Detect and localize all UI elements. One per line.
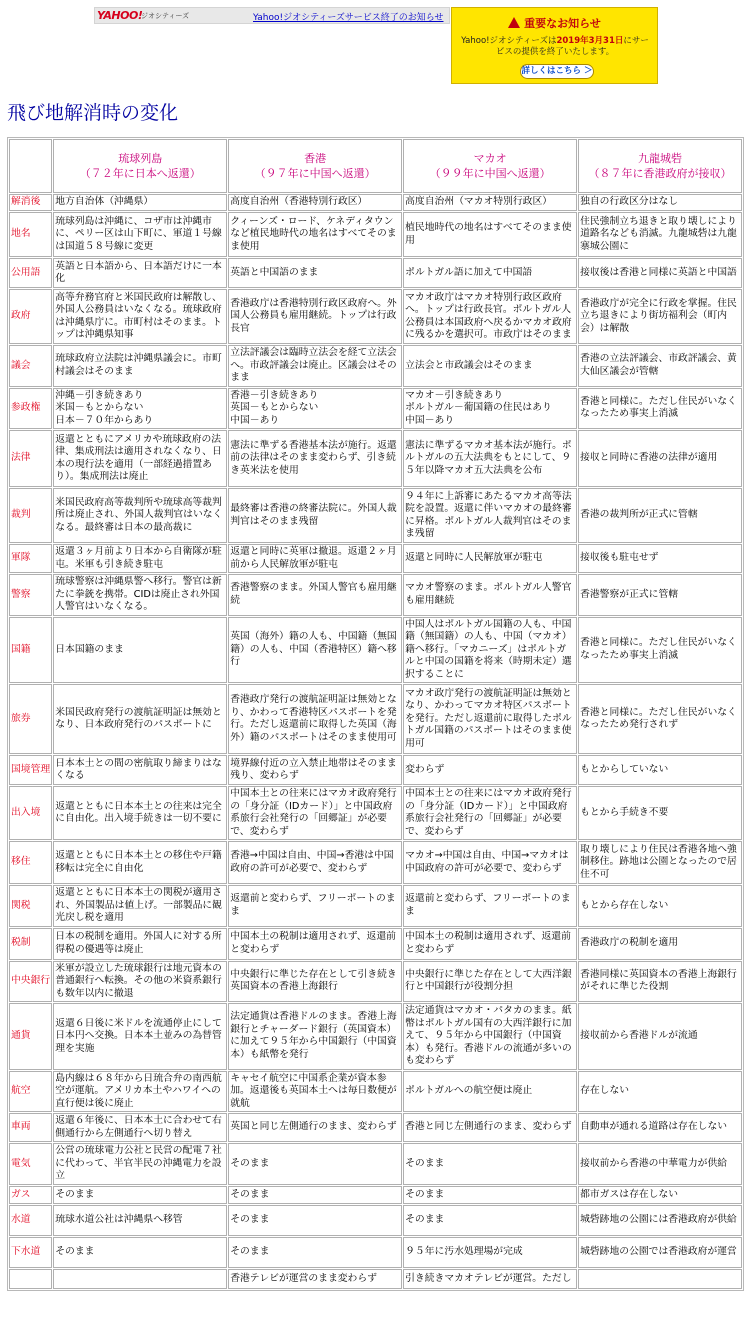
warning-icon [508,17,520,28]
row-category: 車両 [9,1113,52,1142]
row-category: 関税 [9,885,52,927]
table-cell: 英国（海外）籍の人も、中国籍（無国籍）の人も、中国（香港特区）籍へ移行 [228,617,402,684]
table-cell: 香港と同様に。ただし住民がいなくなったため事実上消滅 [578,617,742,684]
table-cell: 返還前と変わらず、フリーポートのまま [228,885,402,927]
table-cell: 香港テレビが運営のまま変わらず [228,1269,402,1289]
table-cell: 地方自治体（沖縄県） [53,194,227,211]
row-category: 出入境 [9,786,52,840]
table-cell: 返還とともに日本本土との移住や戸籍移転は完全に自由化 [53,841,227,884]
table-cell: ９５年に汚水処理場が完成 [403,1237,577,1268]
table-row [9,212,742,257]
table-cell: 返還６日後に米ドルを流通停止にして日本円へ交換。日本本土並みの為替管理を実施 [53,1003,227,1070]
table-row [9,786,742,840]
table-cell: 住民強制立ち退きと取り壊しにより道路名なども消滅。九龍城砦は九龍寨城公園に [578,212,742,257]
table-row [9,488,742,543]
table-row [9,961,742,1003]
table-cell: マカオ政庁はマカオ特別行政区政府へ。トップは行政長官。ポルトガル人公務員は本国政府へ戻るかマカオ政府に残るかを選択可。市政庁はそのまま [403,289,577,344]
table-cell: そのまま [403,1205,577,1236]
table-cell: 日本国籍のまま [53,617,227,684]
notice-text: Yahoo!ジオシティーズは2019年3月31日にサービスの提供を終了いたします。 [461,36,649,57]
table-cell: ポルトガル語に加えて中国語 [403,258,577,288]
table-cell: 都市ガスは存在しない [578,1186,742,1204]
table-row [9,258,742,288]
table-cell: 公営の琉球電力公社と民営の配電７社に代わって、半官半民の沖縄電力を設立 [53,1143,227,1185]
geocities-logo-text: ジオシティーズ [141,12,190,20]
table-cell [53,1269,227,1289]
table-cell: 返還６年後に、日本本土に合わせて右側通行から左側通行へ切り替え [53,1113,227,1142]
table-cell: 香港政庁の税制を適用 [578,928,742,960]
table-cell: そのまま [228,1143,402,1185]
table-cell: 香港－引き続きあり 英国－もとからない 中国－あり [228,388,402,430]
table-cell: 琉球政府立法院は沖縄県議会に。市町村議会はそのまま [53,345,227,387]
row-category: 軍隊 [9,544,52,573]
table-cell: 英国と同じ左側通行のまま、変わらず [228,1113,402,1142]
table-cell: 中国人はポルトガル国籍の人も、中国籍（無国籍）の人も、中国（マカオ）籍へ移行。「マカニーズ」はポルトガルと中国の国籍を将来（時期未定）選択することに [403,617,577,684]
table-cell: そのまま [403,1186,577,1204]
table-cell: 香港同様に英国資本の香港上海銀行がそれに準じた役割 [578,961,742,1003]
table-row [9,1113,742,1142]
table-cell: そのまま [228,1186,402,1204]
table-cell: 中国本土との往来にはマカオ政府発行の「身分証（IDカード）」と中国政府系旅行会社発行の「回郷証」が必要で、変わらず [228,786,402,840]
row-category: 航空 [9,1071,52,1113]
table-header-row [9,139,742,193]
table-cell: 高度自治州（マカオ特別行政区） [403,194,577,211]
table-cell: ９４年に上訴審にあたるマカオ高等法院を設置。返還に伴いマカオの最終審に昇格。ポルトガル人裁判官はそのまま残留 [403,488,577,543]
table-cell: マカオ→中国は自由、中国→マカオは中国政府の許可が必要で、変わらず [403,841,577,884]
notice-date: 2019年3月31日 [556,36,624,46]
table-cell: 香港→中国は自由、中国→香港は中国政府の許可が必要で、変わらず [228,841,402,884]
table-cell: 接収後は香港と同様に英語と中国語 [578,258,742,288]
table-cell: 最終審は香港の終審法院に。外国人裁判官はそのまま残留 [228,488,402,543]
table-cell: 城砦跡地の公園には香港政府が供給 [578,1205,742,1236]
table-cell [578,1269,742,1289]
table-cell: 変わらず [403,755,577,785]
table-cell: 米国民政府高等裁判所や琉球高等裁判所は廃止され、外国人裁判官はいなくなる。最終審は日本の最高裁に [53,488,227,543]
table-row [9,1071,742,1113]
geocities-banner[interactable] [94,7,450,24]
table-cell: 返還と同時に人民解放軍が駐屯 [403,544,577,573]
table-cell: 香港政庁が完全に行政を掌握。住民立ち退きにより街坊福利会（町内会）は解散 [578,289,742,344]
table-cell: 返還とともに日本本土との往来は完全に自由化。出入境手続きは一切不要に [53,786,227,840]
table-cell: 返還前と変わらず、フリーポートのまま [403,885,577,927]
row-category: 警察 [9,574,52,616]
service-end-notice-link[interactable]: Yahoo!ジオシティーズサービス終了のお知らせ [253,13,444,23]
page-title: 飛び地解消時の変化 [7,102,179,124]
table-cell: 接収と同時に香港の法律が適用 [578,430,742,487]
row-category: 電気 [9,1143,52,1185]
table-row [9,345,742,387]
table-cell: 琉球警察は沖縄県警へ移行。警官は新たに拳銃を携帯。CIDは廃止され外国人警官はいなくなる。 [53,574,227,616]
table-cell: マカオ警察のまま。ポルトガル人警官も雇用継続 [403,574,577,616]
column-header: マカオ （９９年に中国へ返還） [403,139,577,193]
table-row [9,430,742,487]
row-category: 解消後 [9,194,52,211]
table-cell: 中国本土の税制は適用されず、返還前と変わらず [228,928,402,960]
column-header: 香港 （９７年に中国へ返還） [228,139,402,193]
table-cell: 香港警察が正式に管轄 [578,574,742,616]
table-cell: 香港政庁は香港特別行政区政府へ。外国人公務員も雇用継続。トップは行政長官 [228,289,402,344]
table-cell: 中央銀行に準じた存在として大西洋銀行と中国銀行が役割分担 [403,961,577,1003]
row-category: 地名 [9,212,52,257]
table-cell: 香港と同様に。ただし住民がいなくなったため事実上消滅 [578,388,742,430]
table-cell: 香港の裁判所が正式に管轄 [578,488,742,543]
table-cell: 憲法に準ずる香港基本法が施行。返還前の法律はそのまま変わらず、引き続き英米法を使用 [228,430,402,487]
details-button[interactable]: 詳しくはこちら ＞ [520,64,594,79]
table-row [9,1205,742,1236]
table-cell: そのまま [53,1186,227,1204]
table-cell: 英語と日本語から、日本語だけに一本化 [53,258,227,288]
row-category: 議会 [9,345,52,387]
table-cell: 法定通貨は香港ドルのまま。香港上海銀行とチャーダード銀行（英国資本）に加えて９５年から中国銀行（中国資本）も紙幣を発行 [228,1003,402,1070]
row-category: 公用語 [9,258,52,288]
table-row [9,544,742,573]
row-category: 下水道 [9,1237,52,1268]
table-row [9,841,742,884]
table-cell: 英語と中国語のまま [228,258,402,288]
table-cell: キャセイ航空に中国系企業が資本参加。返還後も英国本土へは毎日数便が就航 [228,1071,402,1113]
column-header: 琉球列島 （７２年に日本へ返還） [53,139,227,193]
table-cell: 香港警察のまま。外国人警官も雇用継続 [228,574,402,616]
table-cell: 米軍が設立した琉球銀行は地元資本の普通銀行へ転換。その他の米資系銀行も数年以内に撤退 [53,961,227,1003]
table-row [9,617,742,684]
table-cell: 高等弁務官府と米国民政府は解散し、外国人公務員はいなくなる。琉球政府は沖縄県庁に。市町村はそのまま。トップは沖縄県知事 [53,289,227,344]
table-row [9,1143,742,1185]
table-cell: 取り壊しにより住民は香港各地へ強制移住。跡地は公園となったので居住不可 [578,841,742,884]
row-category: 参政権 [9,388,52,430]
row-category: 法律 [9,430,52,487]
table-cell: もとからしていない [578,755,742,785]
table-cell: そのまま [228,1237,402,1268]
row-category: 移住 [9,841,52,884]
table-row [9,885,742,927]
table-cell: 存在しない [578,1071,742,1113]
table-cell: 引き続きマカオテレビが運営。ただし [403,1269,577,1289]
table-cell: 独自の行政区分はなし [578,194,742,211]
table-cell: 城砦跡地の公園では香港政府が運営 [578,1237,742,1268]
yahoo-logo[interactable]: YAHOO! [97,9,143,22]
table-cell: 接収前から香港ドルが流通 [578,1003,742,1070]
table-row [9,289,742,344]
table-cell: 返還とともに日本本土の関税が適用され、外国製品は値上げ。一部製品に観光戻し税を適用 [53,885,227,927]
table-cell: 中国本土との往来にはマカオ政府発行の「身分証（IDカード）」と中国政府系旅行会社発行の「回郷証」が必要で、変わらず [403,786,577,840]
table-row [9,1269,742,1289]
row-category: 税制 [9,928,52,960]
table-row [9,388,742,430]
table-cell: 日本の税制を適用。外国人に対する所得税の優遇等は廃止 [53,928,227,960]
column-header: 九龍城砦 （８７年に香港政府が接収） [578,139,742,193]
table-cell: 憲法に準ずるマカオ基本法が施行。ポルトガルの五大法典をもとにして、９５年以降マカオ五大法典を公布 [403,430,577,487]
table-cell: 返還とともにアメリカや琉球政府の法律、集成刑法は適用されなくなり、日本の現行法を適用（一部経過措置あり）。集成刑法は廃止 [53,430,227,487]
table-cell: マカオ政庁発行の渡航証明証は無効となり、かわってマカオ特区パスポートを発行。ただし返還前に取得したポルトガル国籍のパスポートはそのまま使用可 [403,684,577,754]
table-cell: もとから存在しない [578,885,742,927]
row-category: 政府 [9,289,52,344]
table-cell: 香港政庁発行の渡航証明証は無効となり、かわって香港特区パスポートを発行。ただし返還前に取得した英国（海外）籍のパスポートはそのまま使用可 [228,684,402,754]
row-category: 裁判 [9,488,52,543]
table-cell: 接収後も駐屯せず [578,544,742,573]
table-cell: 香港と同じ左側通行のまま、変わらず [403,1113,577,1142]
table-row [9,574,742,616]
table-cell: 接収前から香港の中華電力が供給 [578,1143,742,1185]
table-row [9,1237,742,1268]
table-row [9,755,742,785]
table-cell: 島内線は６８年から日琉合弁の南西航空が運航。アメリカ本土やハワイへの直行便は後に廃止 [53,1071,227,1113]
table-cell: 米国民政府発行の渡航証明証は無効となり、日本政府発行のパスポートに [53,684,227,754]
table-cell: 立法会と市政議会はそのまま [403,345,577,387]
table-cell: クィーンズ・ロード、ケネディタウンなど植民地時代の地名はすべてそのまま使用 [228,212,402,257]
comparison-table [7,137,744,1291]
table-cell: 返還と同時に英軍は撤退。返還２ヶ月前から人民解放軍が駐屯 [228,544,402,573]
row-category: 国籍 [9,617,52,684]
row-category: 国境管理 [9,755,52,785]
table-cell: 沖縄－引き続きあり 米国－もとからない 日本－７０年からあり [53,388,227,430]
row-category: 旅券 [9,684,52,754]
table-row [9,194,742,211]
important-notice-box [451,7,658,84]
table-cell: 植民地時代の地名はすべてそのまま使用 [403,212,577,257]
row-category: ガス [9,1186,52,1204]
table-cell: そのまま [228,1205,402,1236]
table-cell: そのまま [403,1143,577,1185]
table-cell: ポルトガルへの航空便は廃止 [403,1071,577,1113]
table-cell: 立法評議会は臨時立法会を経て立法会へ。市政評議会は廃止。区議会はそのまま [228,345,402,387]
table-cell: 香港の立法評議会、市政評議会、黄大仙区議会が管轄 [578,345,742,387]
table-cell: そのまま [53,1237,227,1268]
table-cell: 中央銀行に準じた存在として引き続き英国資本の香港上海銀行 [228,961,402,1003]
table-cell: 琉球列島は沖縄に、コザ市は沖縄市に、ペリー区は山下町に、軍道１号線は国道５８号線に変更 [53,212,227,257]
header-empty [9,139,52,193]
table-cell: 自動車が通れる道路は存在しない [578,1113,742,1142]
table-cell: 境界線付近の立入禁止地帯はそのまま残り、変わらず [228,755,402,785]
table-cell: 中国本土の税制は適用されず、返還前と変わらず [403,928,577,960]
table-cell: 高度自治州（香港特別行政区） [228,194,402,211]
table-cell: 琉球水道公社は沖縄県へ移管 [53,1205,227,1236]
table-cell: もとから手続き不要 [578,786,742,840]
table-cell: 返還３ヶ月前より日本から自衛隊が駐屯。米軍も引き続き駐屯 [53,544,227,573]
table-row [9,1003,742,1070]
table-row [9,928,742,960]
table-row [9,684,742,754]
row-category [9,1269,52,1289]
table-cell: 法定通貨はマカオ・パタカのまま。紙幣はポルトガル国有の大西洋銀行に加えて、９５年から中国銀行（中国資本）も発行。香港ドルの流通が多いのも変わらず [403,1003,577,1070]
row-category: 水道 [9,1205,52,1236]
table-row [9,1186,742,1204]
row-category: 中央銀行 [9,961,52,1003]
notice-title: 重要なお知らせ [452,15,657,31]
table-cell: 日本本土との間の密航取り締まりはなくなる [53,755,227,785]
table-cell: 香港と同様に。ただし住民がいなくなったため発行されず [578,684,742,754]
table-cell: マカオ－引き続きあり ポルトガル－葡国籍の住民はあり 中国－あり [403,388,577,430]
row-category: 通貨 [9,1003,52,1070]
